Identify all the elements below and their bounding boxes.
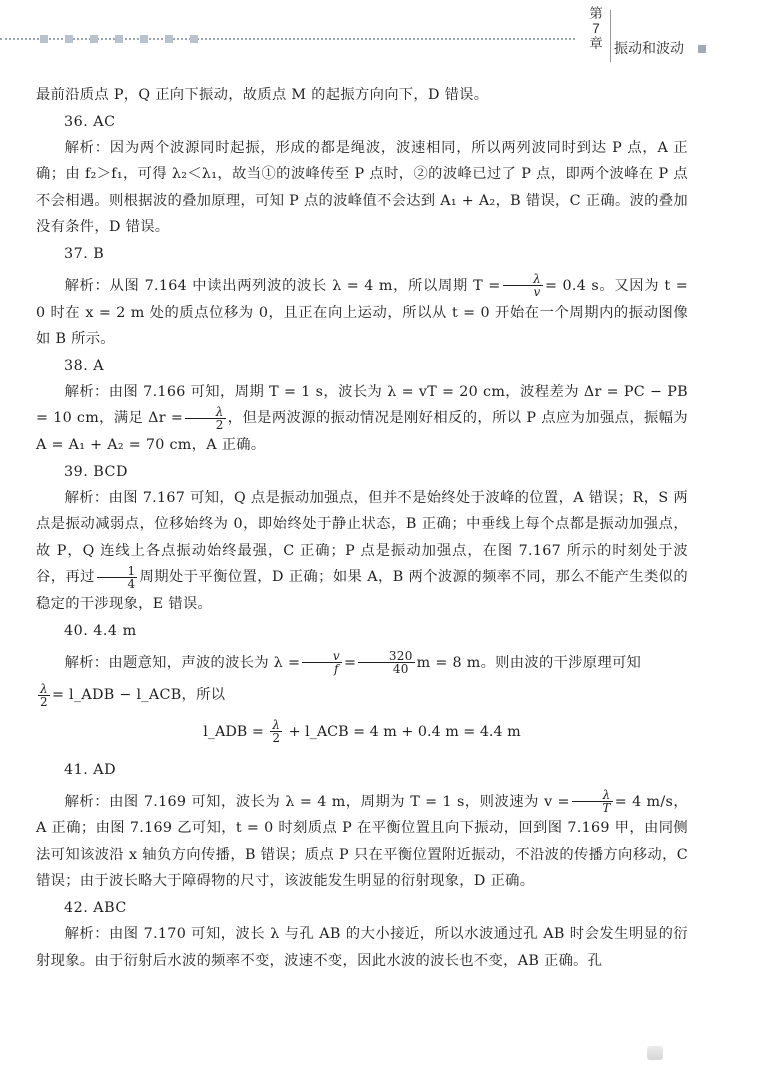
explanation-39-part1: 解析：由图 7.167 可知，Q 点是振动加强点，但并不是始终处于波峰的位置，A 错误；R，S 两点是振动减弱点，位移始终为 0，即始终处于静止状态，B 正确；中垂线上每个点都是振动加强点，故 P，Q 连线上各点振动始终最强，C 正确；P 点是振动加强点，在图 7.167 所示的时刻处于波谷，再过: [36, 489, 688, 586]
header-decor-squares: [40, 35, 198, 43]
chapter-bottom: 章: [589, 36, 603, 51]
answer-37: 37. B: [64, 245, 105, 262]
answer-39: 39. BCD: [64, 463, 128, 480]
decor-square: [165, 35, 173, 43]
intro-line: 最前沿质点 P，Q 正向下振动，故质点 M 的起振方向向下，D 错误。: [36, 87, 489, 103]
explanation-37: [36, 273, 688, 353]
explanation-37-part1: 解析：从图 7.164 中读出两列波的波长 λ = 4 m，所以周期 T =: [64, 277, 501, 294]
answer-42: 42. ABC: [64, 900, 127, 917]
explanation-36: 解析：因为两个波源同时起振，形成的都是绳波，波速相同，所以两列波同时到达 P 点，A 正确；由 f₂＞f₁，可得 λ₂＜λ₁，故当①的波峰传至 P 点时，②的波峰已过了 P 点，即两个波峰在 P 点不会相遇。则根据波的叠加原理，可知 P 点的波峰值不会达到 A₁ + A₂，B 错误，C 正确。波的叠加没有条件，D 错误。: [36, 139, 688, 236]
decor-square: [115, 35, 123, 43]
answer-38: 38. A: [64, 357, 105, 374]
answer-36: 36. AC: [64, 113, 116, 130]
fraction-v-over-f: $\frac{v}{f}$: [302, 650, 342, 675]
explanation-39: [36, 485, 688, 618]
equation-l-adb: [36, 715, 688, 749]
explanation-41-part1: 解析：由图 7.169 可知，波长为 λ = 4 m，周期为 T = 1 s，则波速为 v =: [64, 793, 570, 810]
explanation-38-part1: 解析：由图 7.166 可知，周期 T = 1 s，波长为 λ = vT = 20 cm，波程差为 Δr = PC − PB = 10 cm，满足 Δr =: [36, 383, 688, 427]
answer-41: 41. AD: [64, 761, 117, 778]
decor-square: [40, 35, 48, 43]
fraction-lambda-over-2: $\frac{\lambda}{2}$: [185, 406, 226, 431]
equals-sign: =: [343, 654, 357, 671]
equation-left: l_ADB =: [203, 723, 264, 740]
explanation-42: 解析：由图 7.170 可知，波长 λ 与孔 AB 的大小接近，所以水波通过孔 AB 时会发生明显的衍射现象。由于衍射后水波的频率不变，波速不变，因此水波的波长也不变，AB 正确。孔: [36, 926, 688, 969]
decor-square: [190, 35, 198, 43]
header-square-mark: [698, 45, 706, 53]
explanation-37-part2: = 0.4 s。又因为 t = 0 时在 x = 2 m 处的质点位移为 0，且正在向上运动，所以从 t = 0 开始在一个周期内的振动图像如 B 所示。: [36, 277, 688, 348]
fraction-lambda-over-v: $\frac{\lambda}{v}$: [503, 273, 544, 298]
chapter-label: [583, 6, 609, 51]
fraction-320-over-40: $\frac{320}{40}$: [358, 650, 414, 675]
fraction-lambda-over-2: $\frac{\lambda}{2}$: [40, 681, 48, 709]
explanation-40: [36, 650, 688, 677]
chapter-top: 第: [589, 6, 603, 21]
header-separator: [610, 10, 611, 62]
page-content: [36, 82, 688, 974]
explanation-38-part2: ，但是两波源的振动情况是刚好相反的，所以 P 点应为加强点，振幅为 A = A₁ + A₂ = 70 cm，A 正确。: [36, 410, 688, 453]
fraction-lambda-over-T: $\frac{\lambda}{T}$: [572, 789, 613, 814]
chapter-number: 7: [592, 21, 600, 36]
eraser-mark: [647, 1046, 663, 1060]
explanation-40-line2: [36, 682, 688, 709]
explanation-41: [36, 789, 688, 895]
explanation-39-part2: 周期处于平衡位置，D 正确；如果 A，B 两个波源的频率不同，那么不能产生类似的稳定的干涉现象，E 错误。: [36, 569, 688, 612]
chapter-title: 振动和波动: [614, 40, 684, 56]
decor-square: [90, 35, 98, 43]
answer-40: 40. 4.4 m: [64, 622, 137, 639]
explanation-41-part2: = 4 m/s，A 正确；由图 7.169 乙可知，t = 0 时刻质点 P 在平衡位置且向下振动，回到图 7.169 甲，由同侧法可知该波沿 x 轴负方向传播，B 错误；质点 P 只在平衡位置附近振动，不沿波的传播方向移动，C 错误；由于波长略大于障碍物的尺寸，该波能发生明显的衍射现象，D 正确。: [36, 793, 688, 890]
explanation-38: [36, 379, 688, 459]
explanation-40-part2: m = 8 m。则由波的干涉原理可知: [416, 654, 642, 671]
explanation-40-line2-rest: = l_ADB − l_ACB，所以: [51, 687, 226, 704]
fraction-one-quarter: $\frac{1}{4}$: [97, 565, 138, 590]
equation-right: + l_ACB = 4 m + 0.4 m = 4.4 m: [288, 723, 521, 740]
explanation-40-part1: 解析：由题意知，声波的波长为 λ =: [64, 654, 301, 671]
decor-square: [140, 35, 148, 43]
equation-fraction: $\frac{\lambda}{2}$: [272, 718, 281, 746]
decor-square: [65, 35, 73, 43]
